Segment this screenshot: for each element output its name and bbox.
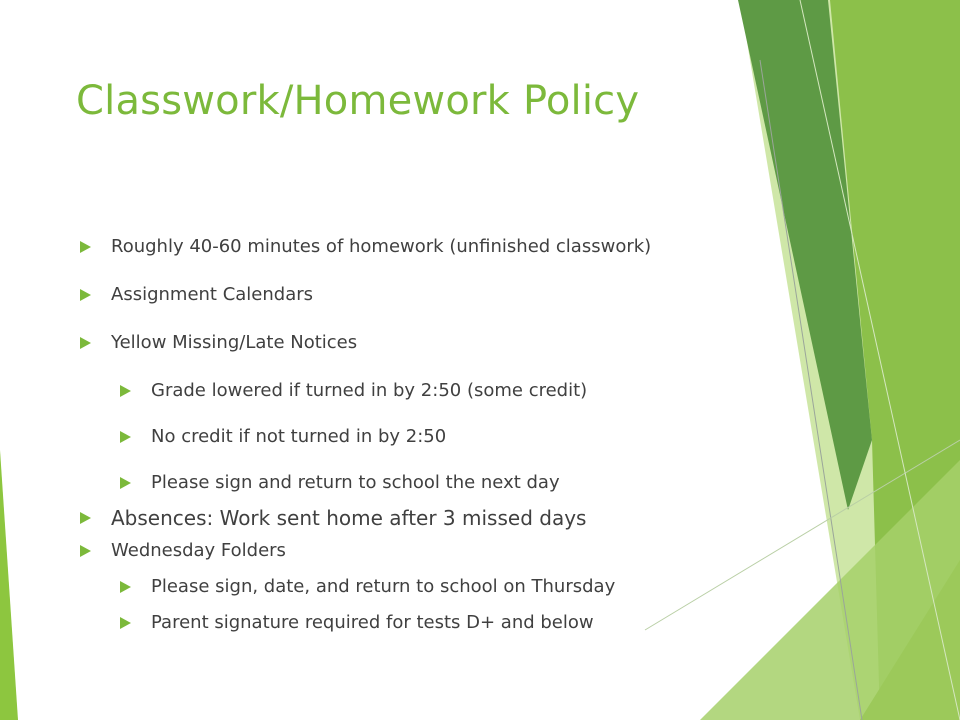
left-green-triangle [0, 450, 18, 720]
sub-bullet-item [80, 572, 720, 602]
bullet-item [80, 536, 720, 566]
bullet-text: Roughly 40-60 minutes of homework (unfinished classwork) [111, 236, 652, 257]
bullet-arrow-icon [120, 581, 131, 593]
bullet-text: Grade lowered if turned in by 2:50 (some credit) [151, 380, 588, 401]
bullet-arrow-icon [120, 617, 131, 629]
bullet-text: Parent signature required for tests D+ and below [151, 612, 594, 633]
sub-bullet-item [80, 422, 720, 452]
bullet-text: Absences: Work sent home after 3 missed days [111, 506, 587, 530]
sub-bullet-item [80, 468, 720, 498]
bullet-item [80, 328, 720, 358]
bullet-arrow-icon [80, 545, 91, 557]
bullet-text: No credit if not turned in by 2:50 [151, 426, 447, 447]
bullet-arrow-icon [80, 289, 91, 301]
bullet-arrow-icon [80, 241, 91, 253]
bullet-text: Please sign and return to school the next day [151, 472, 560, 493]
bullet-list [80, 232, 720, 638]
bullet-text: Yellow Missing/Late Notices [111, 332, 358, 353]
bullet-arrow-icon [120, 385, 131, 397]
bullet-item [80, 502, 720, 534]
bullet-item [80, 280, 720, 310]
bullet-text: Please sign, date, and return to school on Thursday [151, 576, 616, 597]
bullet-item [80, 232, 720, 262]
bullet-arrow-icon [120, 477, 131, 489]
bullet-text: Wednesday Folders [111, 540, 286, 561]
slide-title: Classwork/Homework Policy [76, 78, 640, 124]
bullet-arrow-icon [80, 337, 91, 349]
sub-bullet-item [80, 608, 720, 638]
bullet-arrow-icon [120, 431, 131, 443]
bullet-arrow-icon [80, 512, 91, 524]
bullet-text: Assignment Calendars [111, 284, 314, 305]
sub-bullet-item [80, 376, 720, 406]
